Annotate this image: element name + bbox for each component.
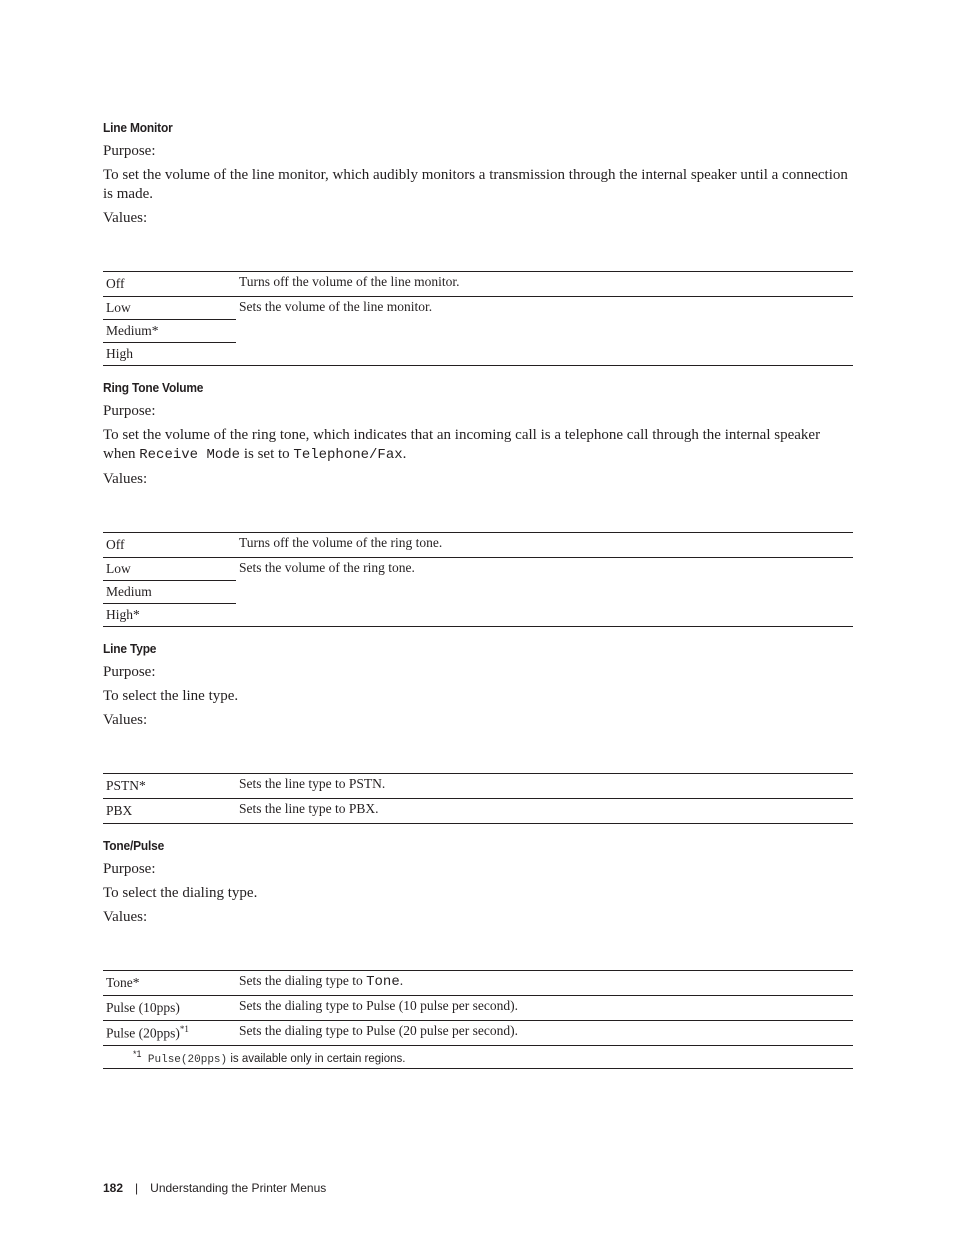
setting-value: Telephone/Fax <box>293 447 403 463</box>
footnote-row <box>103 1046 853 1069</box>
table-row <box>103 272 853 297</box>
value-description: Turns off the volume of the line monitor. <box>236 272 853 297</box>
values-label: Values: <box>103 471 148 487</box>
value-key: High <box>103 343 236 366</box>
values-table <box>103 773 853 824</box>
value-key: Off <box>103 272 236 297</box>
value-key: Pulse (10pps) <box>103 996 236 1021</box>
purpose-label: Purpose: <box>103 664 156 680</box>
value-key: Medium* <box>103 320 236 343</box>
purpose-label: Purpose: <box>103 403 156 419</box>
values-table <box>103 970 853 1069</box>
section-title: Line Type <box>103 641 157 656</box>
purpose-text: To select the line type. <box>103 688 239 704</box>
value-description: Sets the volume of the ring tone. <box>236 558 853 627</box>
value-description: Sets the dialing type to Pulse (20 pulse per second). <box>236 1021 853 1046</box>
value-description: Sets the line type to PSTN. <box>236 774 853 799</box>
footnote-ref: *1 <box>179 1024 189 1035</box>
value-key: PBX <box>103 799 236 824</box>
chapter-title: Understanding the Printer Menus <box>150 1181 327 1195</box>
table-row <box>103 297 853 320</box>
page-footer <box>103 1181 326 1195</box>
values-label: Values: <box>103 909 148 925</box>
value-description: Turns off the volume of the ring tone. <box>236 533 853 558</box>
footnote: $^{*1}$ Pulse(20pps) is available only in certain regions. <box>103 1046 853 1069</box>
value-key: Tone* <box>103 971 236 996</box>
setting-value: Tone <box>366 974 400 990</box>
value-key: PSTN* <box>103 774 236 799</box>
values-label: Values: <box>103 712 148 728</box>
value-key: Off <box>103 533 236 558</box>
section-line-type <box>103 641 853 824</box>
setting-name: Receive Mode <box>139 447 241 463</box>
value-key: Low <box>103 558 236 581</box>
value-description: Sets the dialing type to Pulse (10 pulse per second). <box>236 996 853 1021</box>
table-row <box>103 799 853 824</box>
section-ring-tone-volume <box>103 380 853 627</box>
purpose-text: To set the volume of the line monitor, which audibly monitors a transmission through the internal speaker until a connection is made. <box>103 167 848 202</box>
value-key: High* <box>103 604 236 627</box>
purpose-label: Purpose: <box>103 143 156 159</box>
values-table <box>103 271 853 366</box>
purpose-text: To select the dialing type. <box>103 885 258 901</box>
section-tone-pulse <box>103 838 853 1069</box>
page-number: 182 <box>103 1181 124 1195</box>
footnote-code: Pulse(20pps) <box>147 1053 228 1066</box>
table-row <box>103 1021 853 1046</box>
section-title: Line Monitor <box>103 120 173 135</box>
values-label: Values: <box>103 210 148 226</box>
value-description: Sets the dialing type to Tone. <box>236 971 853 996</box>
value-description: Sets the volume of the line monitor. <box>236 297 853 366</box>
section-line-monitor <box>103 120 853 366</box>
footnote-mark: *1 <box>133 1048 142 1059</box>
purpose-text: To set the volume of the ring tone, which indicates that an incoming call is a telephone call through the internal speaker when Receive Mode is set to Telephone/Fax. <box>103 427 821 463</box>
page-content <box>103 120 853 1083</box>
section-title: Tone/Pulse <box>103 838 165 853</box>
table-row <box>103 558 853 581</box>
table-row <box>103 971 853 996</box>
value-description: Sets the line type to PBX. <box>236 799 853 824</box>
footer-separator: | <box>135 1181 139 1195</box>
values-table <box>103 532 853 627</box>
table-row <box>103 996 853 1021</box>
table-row <box>103 533 853 558</box>
section-title: Ring Tone Volume <box>103 380 204 395</box>
value-key: Low <box>103 297 236 320</box>
table-row <box>103 774 853 799</box>
purpose-label: Purpose: <box>103 861 156 877</box>
value-key: Pulse $(20pps)^{*1}$ <box>103 1021 236 1046</box>
value-key: Medium <box>103 581 236 604</box>
